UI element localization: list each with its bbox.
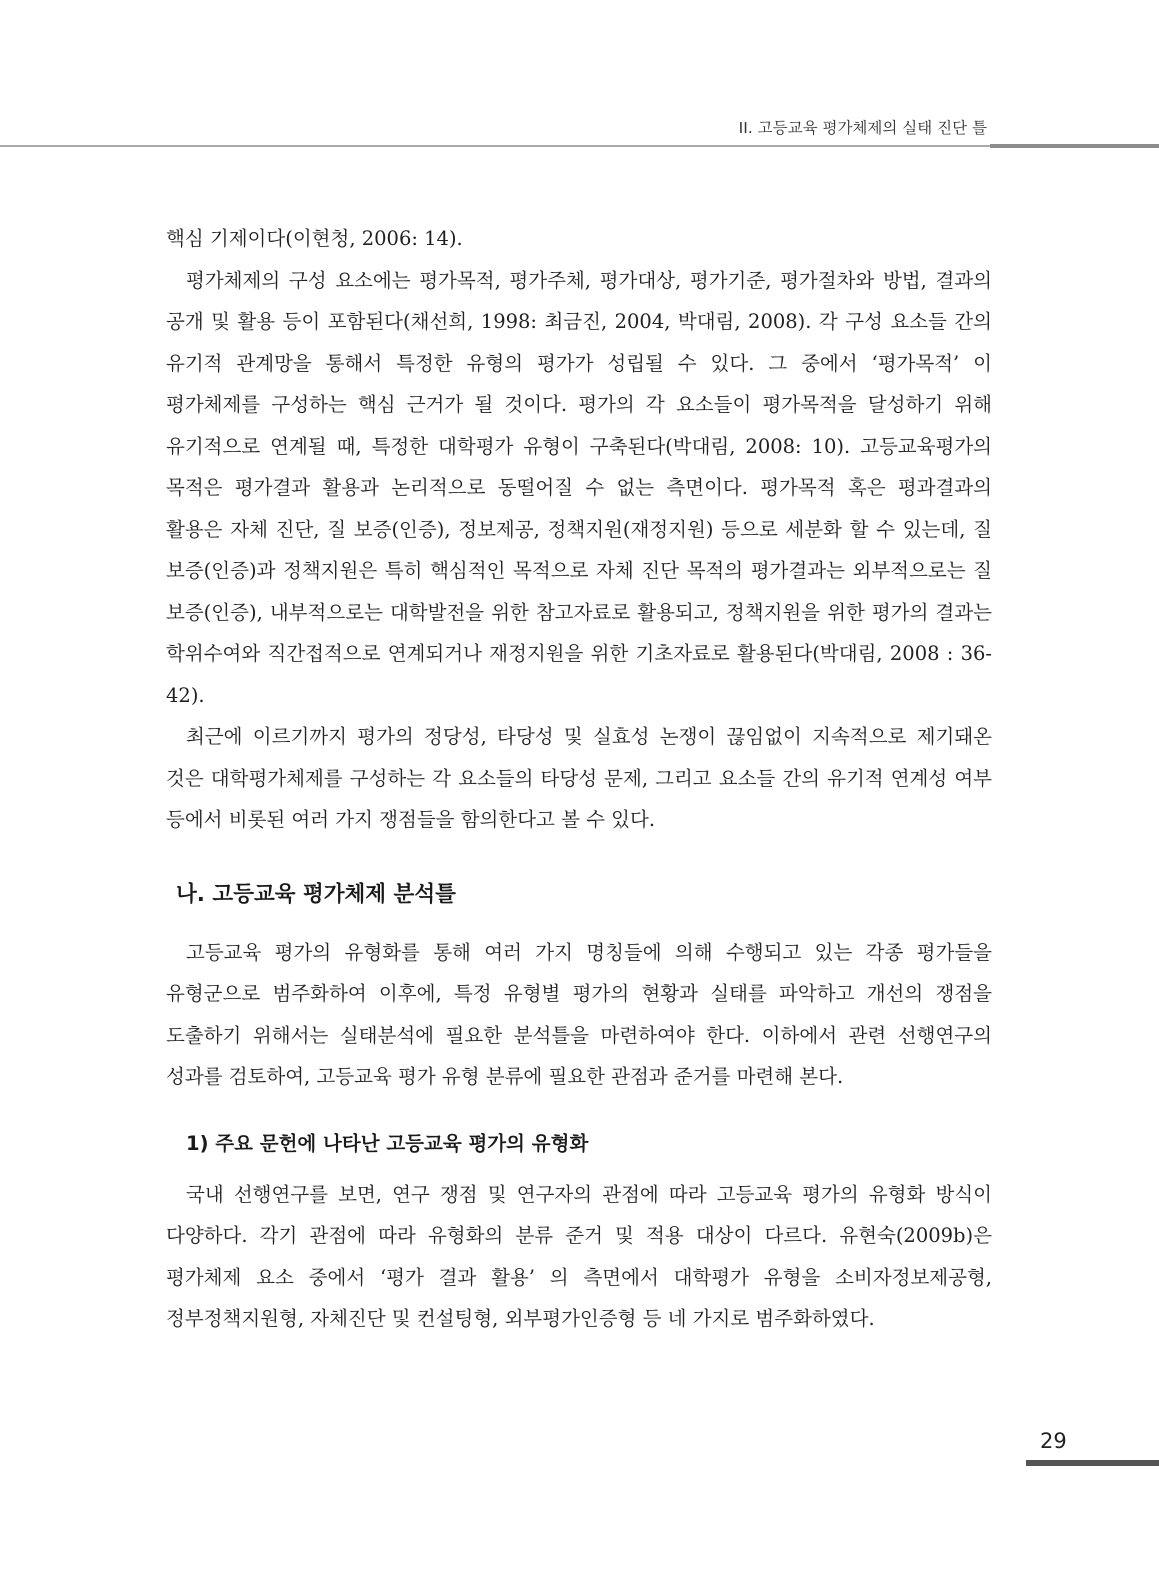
sub-heading: 1) 주요 문헌에 나타난 고등교육 평가의 유형화 (186, 1131, 589, 1155)
paragraph-typology-framework: 고등교육 평가의 유형화를 통해 여러 가지 명칭들에 의해 수행되고 있는 각종 평가들을 유형군으로 범주화하여 이후에, 특정 유형별 평가의 현황과 실태를 파악하고 개선의 쟁점을 도출하기 위해서는 실태분석에 필요한 분석틀을 마련하여야 한다. 이하에서 관련 선행연구의 성과를 검토하여, 고등교육 평가 유형 분류에 필요한 관점과 준거를 마련해 본다. (166, 940, 992, 1088)
paragraph-validity-debate: 최근에 이르기까지 평가의 정당성, 타당성 및 실효성 논쟁이 끊임없이 지속적으로 제기돼온 것은 대학평가체제를 구성하는 각 요소들의 타당성 문제, 그리고 요소들 간의 유기적 연계성 여부 등에서 비롯된 여러 가지 쟁점들을 함의한다고 볼 수 있다. (166, 725, 992, 831)
section-heading: 나. 고등교육 평가체제 분석틀 (176, 881, 456, 907)
paragraph-evaluation-components: 평가체제의 구성 요소에는 평가목적, 평가주체, 평가대상, 평가기준, 평가절차와 방법, 결과의 공개 및 활용 등이 포함된다(채선희, 1998: 최금진, 2004, 박대림, 2008). 각 구성 요소들 간의 유기적 관계망을 통해서 특정한 유형의 평가가 성립될 수 있다. 그 중에서 ‘평가목적’ 이 평가체제를 구성하는 핵심 근거가 될 것이다. 평가의 각 요소들이 평가목적을 달성하기 위해 유기적으로 연계될 때, 특정한 대학평가 유형이 구축된다(박대림, 2008: 10). 고등교육평가의 목적은 평가결과 활용과 논리적으로 동떨어질 수 없는 측면이다. 평가목적 혹은 평과결과의 활용은 자체 진단, 질 보증(인증), 정보제공, 정책지원(재정지원) 등으로 세분화 할 수 있는데, 질 보증(인증)과 정책지원은 특히 핵심적인 목적으로 자체 진단 목적의 평가결과는 외부적으로는 질 보증(인증), 내부적으로는 대학발전을 위한 참고자료로 활용되고, 정책지원을 위한 평가의 결과는 학위수여와 직간접적으로 연계되거나 재정지원을 위한 기초자료로 활용된다(박대림, 2008 : 36-42). (166, 268, 992, 707)
header-rule-accent (990, 144, 1159, 148)
paragraph-continuation: 핵심 기제이다(이현청, 2006: 14). (166, 227, 463, 250)
footer-bar (1026, 1460, 1159, 1466)
page-body (166, 218, 992, 1340)
header-rule (0, 145, 1159, 147)
paragraph-prior-research: 국내 선행연구를 보면, 연구 쟁점 및 연구자의 관점에 따라 고등교육 평가의 유형화 방식이 다양하다. 각기 관점에 따라 유형화의 분류 준거 및 적용 대상이 다르다. 유현숙(2009b)은 평가체제 요소 중에서 ‘평가 결과 활용’ 의 측면에서 대학평가 유형을 소비자정보제공형, 정부정책지원형, 자체진단 및 컨설팅형, 외부평가인증형 등 네 가지로 범주화하였다. (166, 1182, 992, 1330)
running-header: II. 고등교육 평가체제의 실태 진단 틀 (738, 119, 987, 137)
page-number: 29 (1040, 1429, 1067, 1453)
